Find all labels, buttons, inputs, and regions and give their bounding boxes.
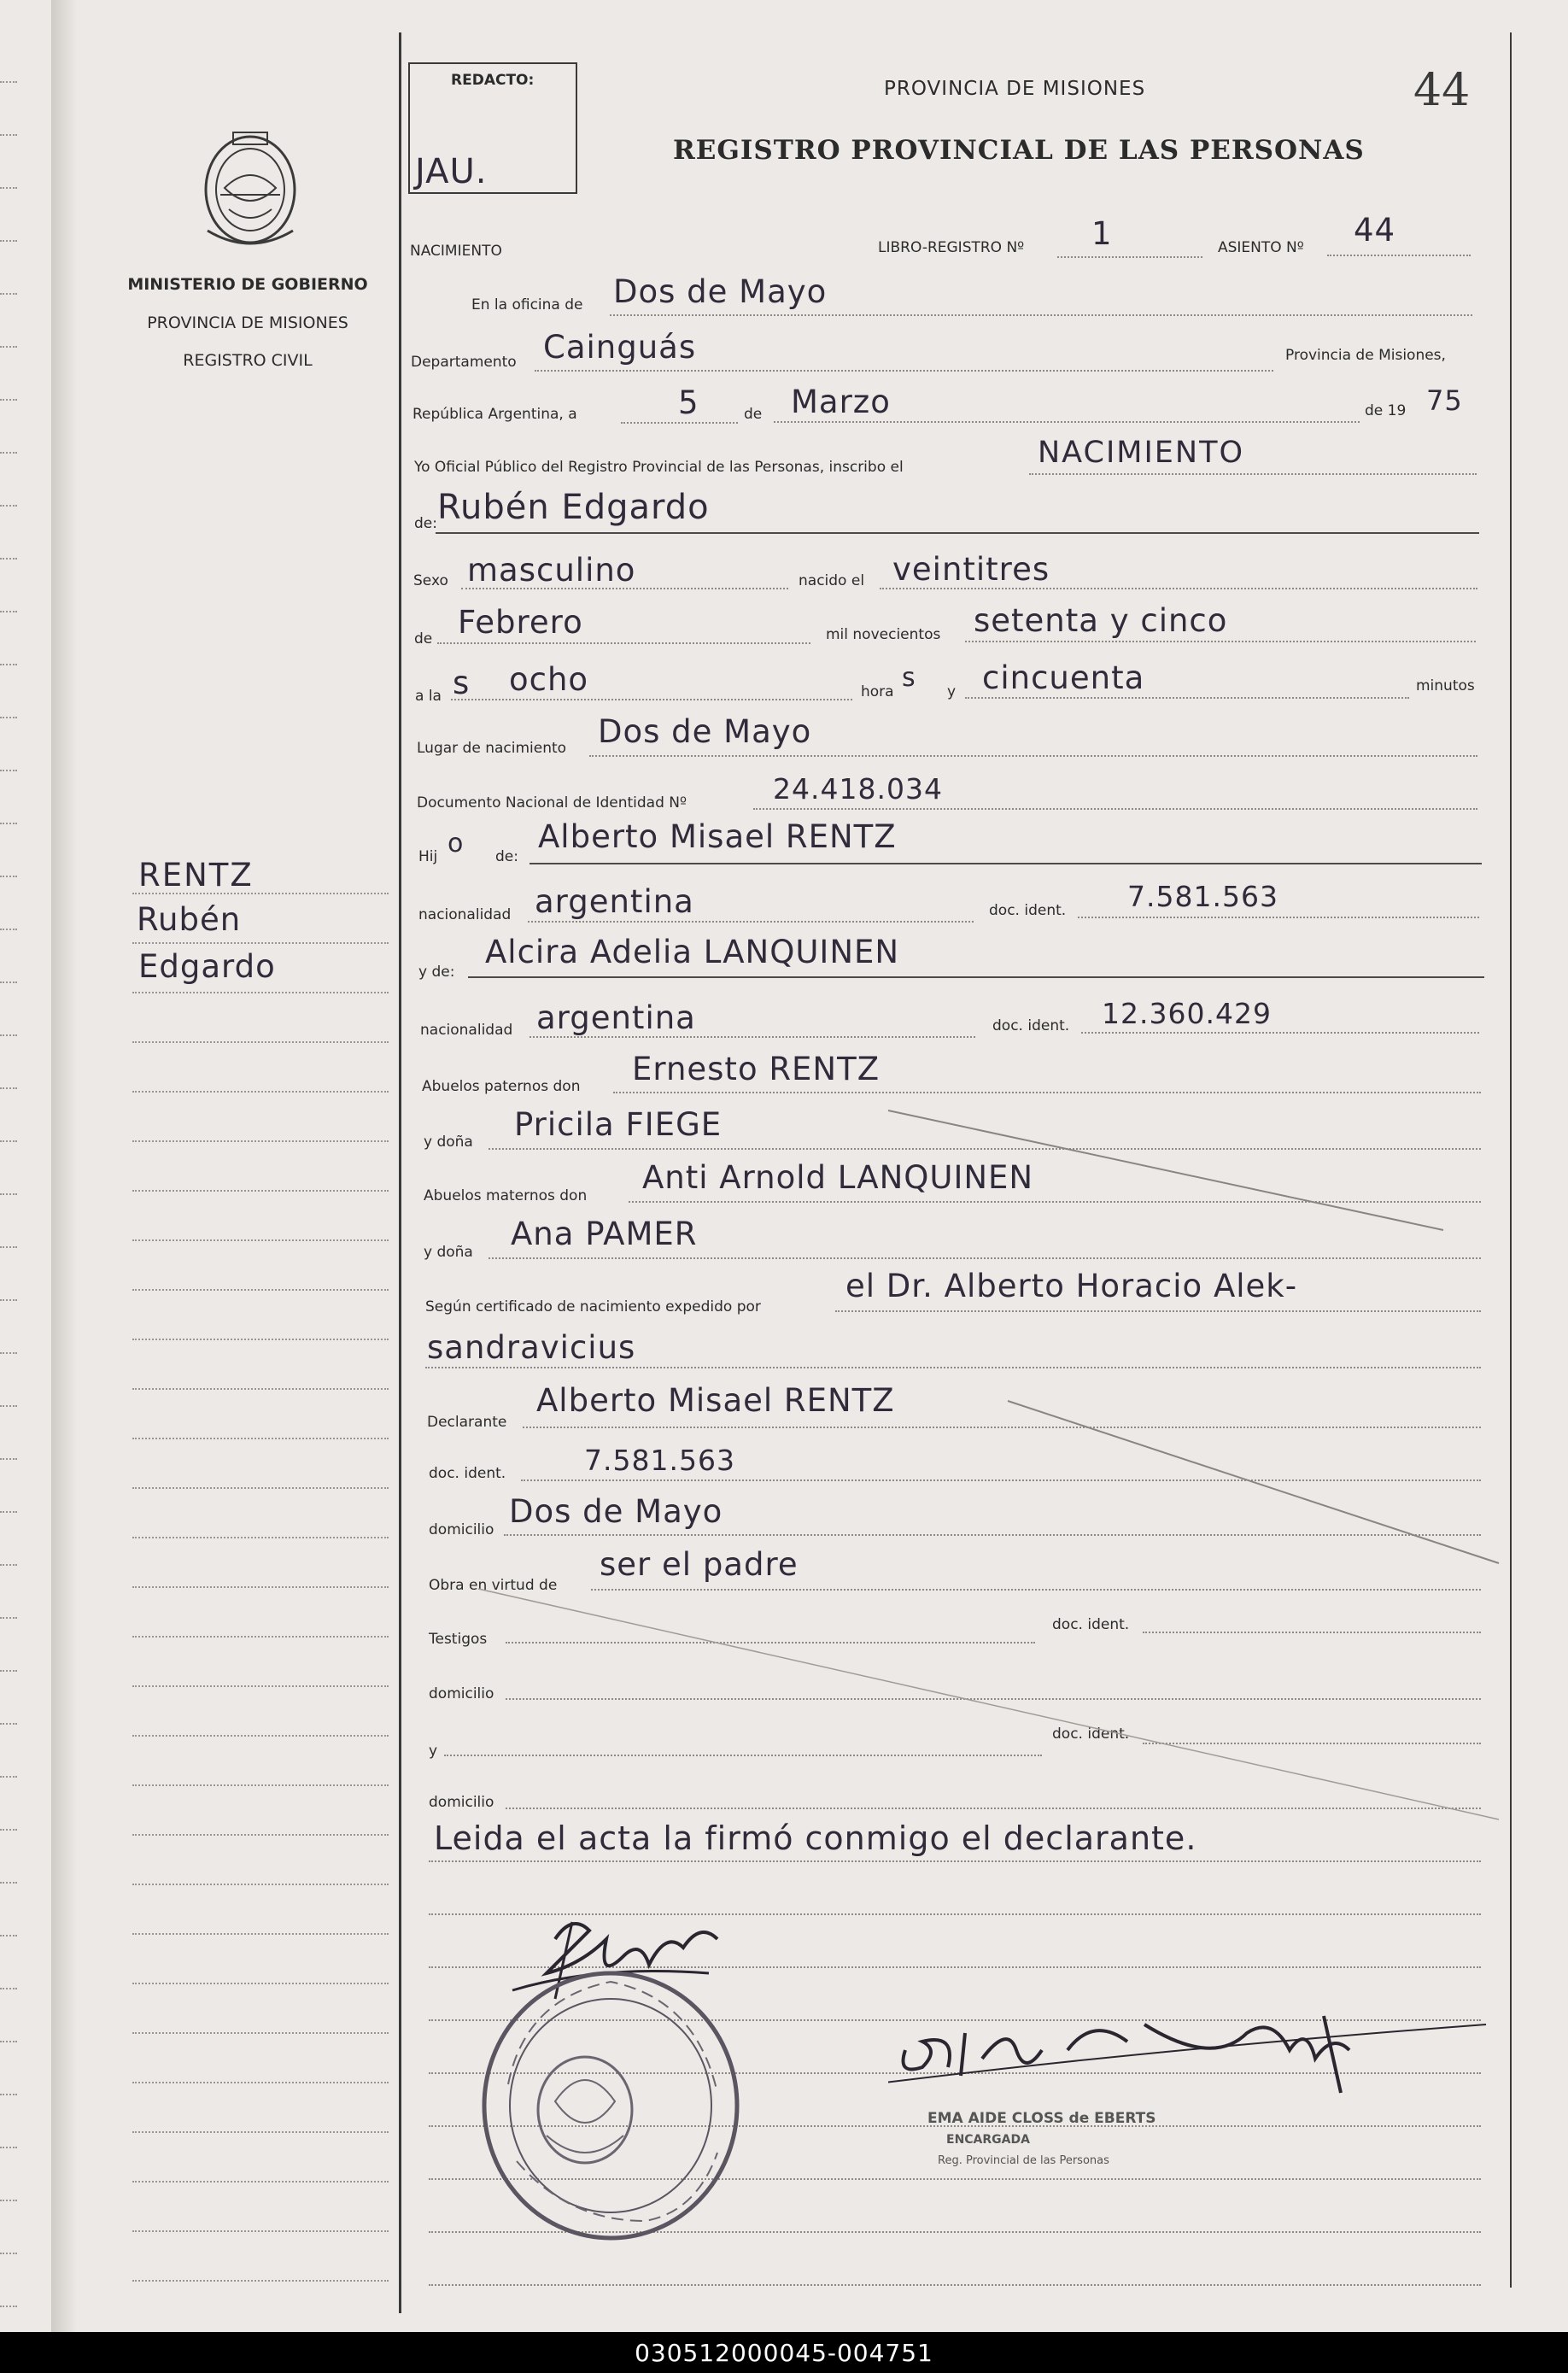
ab-mat-value: Anti Arnold LANQUINEN <box>642 1159 1034 1196</box>
domicilio3-label: domicilio <box>429 1794 494 1811</box>
nacido-label: nacido el <box>799 572 865 589</box>
hijo-de-label: de: <box>495 848 518 865</box>
province-heading: PROVINCIA DE MISIONES <box>884 78 1146 100</box>
nacido-value: veintitres <box>892 551 1050 588</box>
dni-value: 24.418.034 <box>773 772 943 806</box>
obra-label: Obra en virtud de <box>429 1577 558 1594</box>
ab-pat-label: Abuelos paternos don <box>422 1078 581 1095</box>
official-signature-icon <box>888 1999 1503 2110</box>
anio-value: 75 <box>1426 384 1463 417</box>
nombre-value: Rubén Edgardo <box>437 488 710 527</box>
madre-value: Alcira Adelia LANQUINEN <box>485 934 900 970</box>
sexo-label: Sexo <box>413 572 448 589</box>
nac2-value: argentina <box>536 999 696 1036</box>
anio-prefix: de 19 <box>1365 402 1407 419</box>
doc3-value: 7.581.563 <box>584 1444 735 1477</box>
nacimiento-label: NACIMIENTO <box>410 243 502 260</box>
ab-pat-value: Ernesto RENTZ <box>632 1051 881 1087</box>
doc3-label: doc. ident. <box>429 1465 506 1482</box>
doc5-label: doc. ident. <box>1052 1726 1130 1743</box>
lugar-label: Lugar de nacimiento <box>417 740 567 757</box>
official-seal-icon <box>474 1965 747 2247</box>
padre-value: Alberto Misael RENTZ <box>538 818 897 855</box>
doc2-label: doc. ident. <box>992 1017 1070 1034</box>
cert-label: Según certificado de nacimiento expedido por <box>425 1298 761 1315</box>
minutos-value: cincuenta <box>982 659 1145 696</box>
closing-statement: Leida el acta la firmó conmigo el declarante. <box>434 1819 1197 1857</box>
de-label: de <box>744 406 763 423</box>
declarante-label: Declarante <box>427 1414 507 1431</box>
official-registry-stamp: Reg. Provincial de las Personas <box>938 2154 1109 2167</box>
provincia-suffix: Provincia de Misiones, <box>1285 347 1446 364</box>
y-label: y <box>947 683 957 700</box>
horas-s: s <box>902 663 916 693</box>
libro-value: 1 <box>1091 215 1113 252</box>
hora-value: ocho <box>509 661 589 698</box>
ministry-line2: PROVINCIA DE MISIONES <box>147 313 348 332</box>
domicilio-label: domicilio <box>429 1521 494 1538</box>
horas-label: hora <box>861 683 894 700</box>
mil-label: mil novecientos <box>826 626 941 643</box>
nac1-value: argentina <box>535 883 694 920</box>
minutos-label: minutos <box>1416 677 1475 694</box>
de-nombre-label: de: <box>414 515 437 532</box>
dona1-label: y doña <box>424 1134 473 1151</box>
inscribo-label: Yo Oficial Público del Registro Provincial de las Personas, inscribo el <box>414 459 904 476</box>
doc1-label: doc. ident. <box>989 902 1067 919</box>
cert-value: el Dr. Alberto Horacio Alek- <box>845 1268 1298 1304</box>
a-la-s: s <box>453 665 471 701</box>
doc1-value: 7.581.563 <box>1127 880 1278 913</box>
domicilio2-label: domicilio <box>429 1685 494 1702</box>
margin-given-name: Rubén <box>137 901 242 938</box>
page-number: 44 <box>1413 65 1471 116</box>
hijo-label: Hij <box>418 848 438 865</box>
ab-pat-dona-value: Pricila FIEGE <box>514 1106 723 1143</box>
oficina-value: Dos de Mayo <box>613 273 828 310</box>
de-mes-label: de <box>414 630 433 647</box>
page-title: REGISTRO PROVINCIAL DE LAS PERSONAS <box>673 135 1365 166</box>
oficina-label: En la oficina de <box>471 296 583 313</box>
cert-value2: sandravicius <box>427 1329 636 1366</box>
dni-label: Documento Nacional de Identidad Nº <box>417 794 687 812</box>
y-de-label: y de: <box>418 964 455 981</box>
testigos-label: Testigos <box>429 1631 488 1648</box>
dona2-label: y doña <box>424 1244 473 1261</box>
doc4-label: doc. ident. <box>1052 1616 1130 1633</box>
libro-label: LIBRO-REGISTRO Nº <box>878 239 1025 256</box>
ministry-line1: MINISTERIO DE GOBIERNO <box>127 275 368 294</box>
obra-value: ser el padre <box>600 1546 799 1583</box>
inscribo-value: NACIMIENTO <box>1038 436 1245 470</box>
nacido-mes-value: Febrero <box>458 604 583 641</box>
official-name-stamp: EMA AIDE CLOSS de EBERTS <box>927 2110 1156 2127</box>
asiento-value: 44 <box>1354 212 1396 249</box>
domicilio-value: Dos de Mayo <box>509 1493 723 1530</box>
departamento-value: Cainguás <box>543 329 697 366</box>
hijo-o: o <box>448 829 465 858</box>
a-la-label: a la <box>415 688 442 705</box>
y2-label: y <box>429 1743 438 1760</box>
ab-mat-dona-value: Ana PAMER <box>511 1216 698 1252</box>
ab-mat-label: Abuelos maternos don <box>424 1187 588 1204</box>
lugar-value: Dos de Mayo <box>598 713 812 750</box>
asiento-label: ASIENTO Nº <box>1218 239 1304 256</box>
document-id: 030512000045-004751 <box>635 2339 933 2367</box>
sexo-value: masculino <box>467 552 636 589</box>
declarante-value: Alberto Misael RENTZ <box>536 1382 895 1419</box>
margin-surname: RENTZ <box>138 857 254 894</box>
republica-label: República Argentina, a <box>412 406 577 423</box>
mil-value: setenta y cinco <box>974 602 1228 639</box>
nac1-label: nacionalidad <box>418 906 512 923</box>
redacto-label: REDACTO: <box>451 72 535 89</box>
doc2-value: 12.360.429 <box>1102 997 1272 1030</box>
ministry-line3: REGISTRO CIVIL <box>183 351 313 370</box>
nac2-label: nacionalidad <box>420 1022 513 1039</box>
departamento-label: Departamento <box>411 354 517 371</box>
mes-value: Marzo <box>791 384 891 420</box>
official-title-stamp: ENCARGADA <box>946 2133 1030 2147</box>
margin-middle-name: Edgardo <box>138 948 276 985</box>
dia-value: 5 <box>678 384 699 421</box>
redacto-value: JAU. <box>415 152 488 191</box>
